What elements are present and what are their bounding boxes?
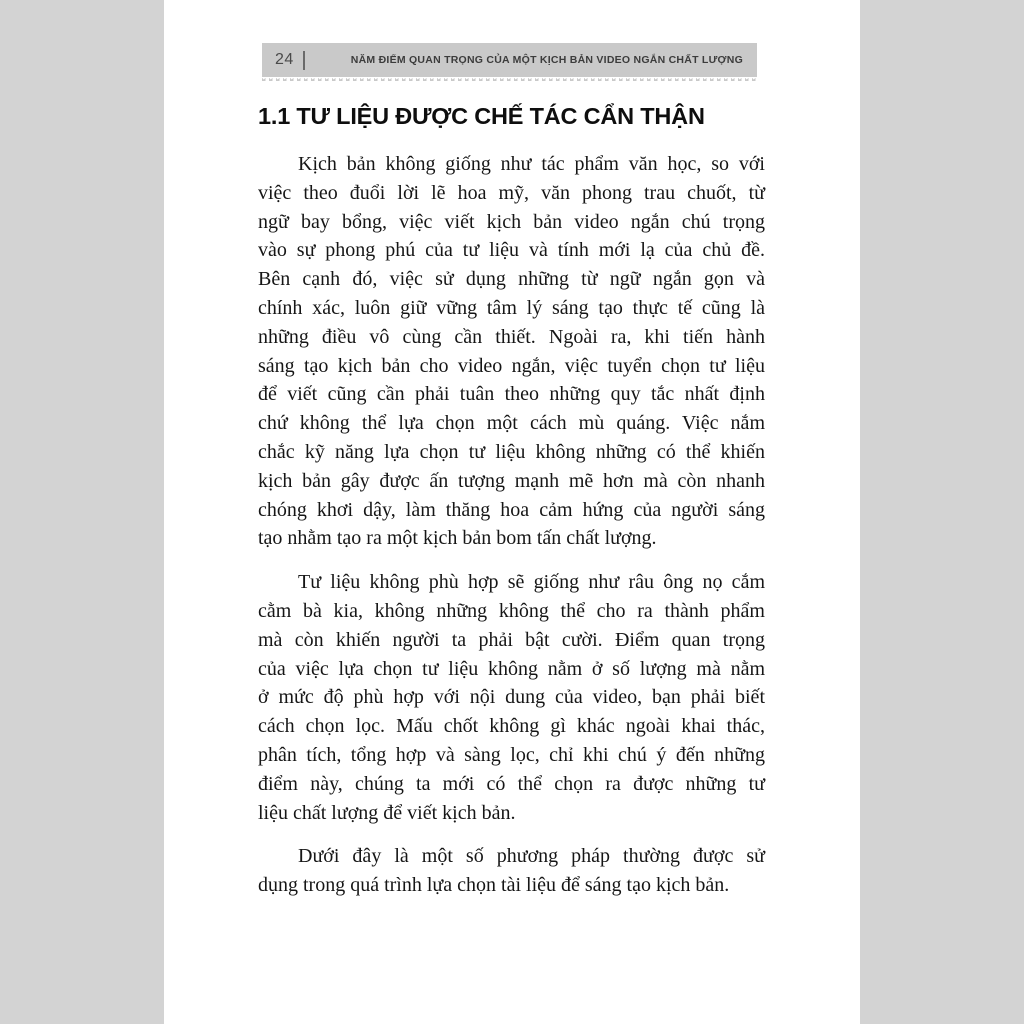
right-margin-band bbox=[860, 0, 1024, 1024]
text-line: điểm này, chúng ta mới có thể chọn ra được những tư bbox=[258, 772, 765, 795]
running-title: NĂM ĐIỂM QUAN TRỌNG CỦA MỘT KỊCH BẢN VIDEO NGẮN CHẤT LƯỢNG bbox=[350, 54, 743, 66]
text-line: Kịch bản không giống như tác phẩm văn học, so với bbox=[298, 153, 765, 175]
section-heading: 1.1 TƯ LIỆU ĐƯỢC CHẾ TÁC CẨN THẬN bbox=[258, 103, 705, 129]
text-line: ngữ bay bổng, việc viết kịch bản video ngắn chú trọng bbox=[258, 210, 765, 233]
text-line: những điều vô cùng cần thiết. Ngoài ra, khi tiến hành bbox=[258, 325, 765, 348]
text-line: vào sự phong phú của tư liệu và tính mới lạ của chủ đề. bbox=[258, 239, 765, 262]
text-line: ở mức độ phù hợp với nội dung của video, bạn phải biết bbox=[258, 686, 765, 709]
text-line: cằm bà kia, không những không thể cho ra thành phẩm bbox=[258, 599, 765, 622]
paragraph bbox=[258, 568, 765, 827]
left-margin-band bbox=[0, 0, 164, 1024]
text-line: chóng khơi dậy, làm thăng hoa cảm hứng của người sáng bbox=[258, 498, 765, 521]
text-line: dụng trong quá trình lựa chọn tài liệu để sáng tạo kịch bản. bbox=[258, 874, 730, 897]
paragraph bbox=[258, 150, 765, 553]
page bbox=[164, 0, 860, 1024]
text-line: chứ không thể lựa chọn một cách mù quáng. Việc nắm bbox=[258, 412, 765, 435]
page-number: 24 bbox=[275, 51, 294, 68]
text-line: việc theo đuổi lời lẽ hoa mỹ, văn phong trau chuốt, từ bbox=[258, 181, 765, 204]
text-line: sáng tạo kịch bản cho video ngắn, việc tuyển chọn tư liệu bbox=[258, 354, 765, 377]
text-line: để viết cũng cần phải tuân theo những quy tắc nhất định bbox=[258, 383, 765, 406]
text-line: cách chọn lọc. Mấu chốt không gì khác ngoài khai thác, bbox=[258, 715, 765, 738]
text-line: Dưới đây là một số phương pháp thường được sử bbox=[298, 845, 765, 868]
running-header bbox=[262, 43, 757, 77]
torn-edge bbox=[262, 77, 757, 81]
text-line: liệu chất lượng để viết kịch bản. bbox=[258, 801, 516, 824]
text-line: tạo nhằm tạo ra một kịch bản bom tấn chất lượng. bbox=[258, 527, 657, 550]
text-line: phân tích, tổng hợp và sàng lọc, chỉ khi chú ý đến những bbox=[258, 743, 765, 766]
page-number-divider bbox=[303, 51, 305, 70]
text-line: mà còn khiến người ta phải bật cười. Điểm quan trọng bbox=[258, 628, 765, 651]
paragraph bbox=[258, 842, 765, 900]
text-line: Bên cạnh đó, việc sử dụng những từ ngữ ngắn gọn và bbox=[258, 268, 765, 291]
text-line: chính xác, luôn giữ vững tâm lý sáng tạo thực tế cũng là bbox=[258, 296, 765, 319]
text-line: Tư liệu không phù hợp sẽ giống như râu ông nọ cắm bbox=[298, 571, 765, 594]
text-line: kịch bản gây được ấn tượng mạnh mẽ hơn mà còn nhanh bbox=[258, 469, 765, 492]
text-line: của việc lựa chọn tư liệu không nằm ở số lượng mà nằm bbox=[258, 657, 765, 680]
text-line: chắc kỹ năng lựa chọn tư liệu không những có thể khiến bbox=[258, 440, 765, 463]
body-text bbox=[258, 150, 765, 900]
